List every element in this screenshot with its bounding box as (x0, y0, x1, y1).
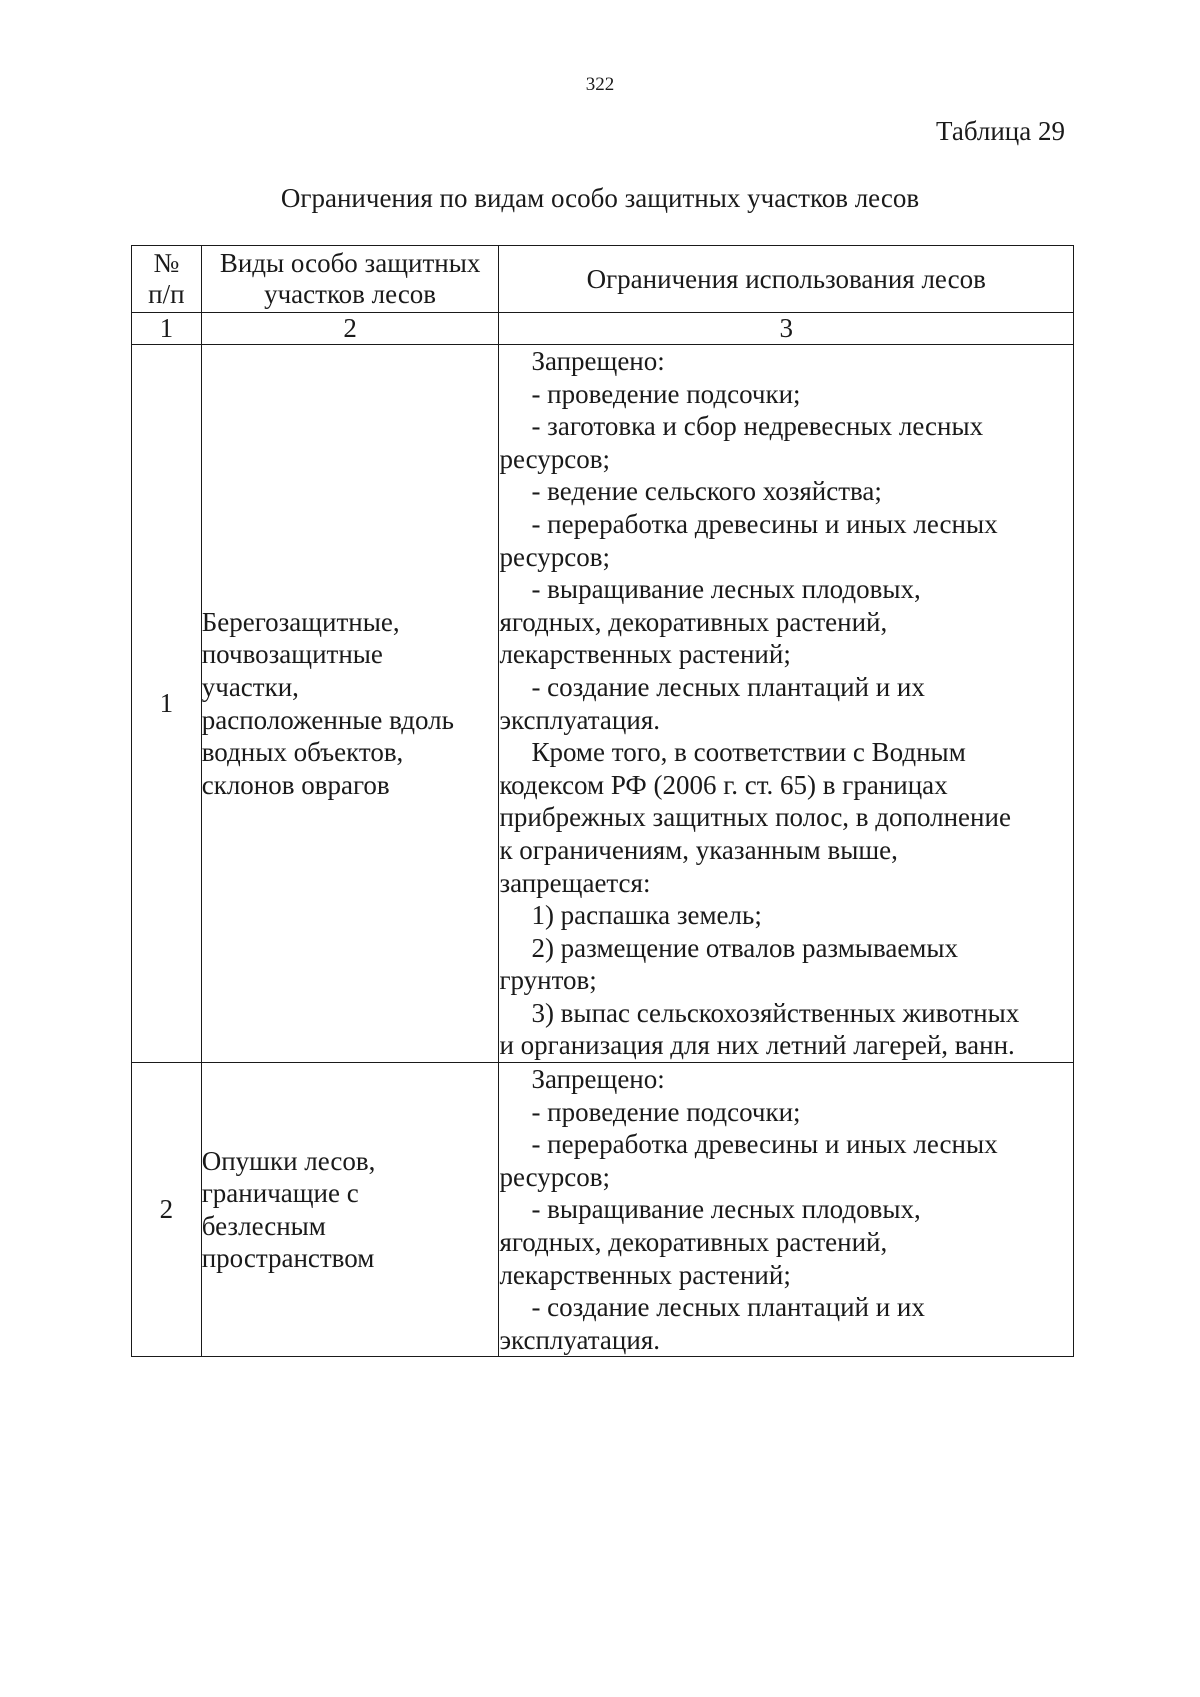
table-header-row (132, 246, 1074, 313)
restriction-line: - выращивание лесных плодовых, (531, 574, 921, 605)
restriction-line: 1) распашка земель; (531, 900, 762, 931)
forest-area-type-line: граничащие с (201, 1178, 359, 1209)
header-number-line: п/п (148, 279, 185, 309)
restriction-line: - переработка древесины и иных лесных (531, 508, 998, 539)
column-number: 1 (132, 313, 202, 345)
restriction-line: к ограничениям, указанным выше, (499, 834, 898, 865)
header-type-line: участков лесов (264, 279, 437, 309)
column-number-row (132, 313, 1074, 345)
restriction-line: грунтов; (499, 965, 597, 996)
restriction-line: ягодных, декоративных растений, (499, 606, 888, 637)
restriction-line: эксплуатация. (499, 704, 660, 735)
restriction-line: - создание лесных плантаций и их (531, 1292, 925, 1323)
row-number-cell: 2 (132, 1063, 202, 1357)
restriction-line: ресурсов; (499, 541, 610, 572)
forest-area-type-line: Опушки лесов, (201, 1145, 376, 1176)
header-type-cell (201, 246, 499, 313)
restrictions-cell (499, 1063, 1074, 1357)
header-number-line: № (153, 248, 180, 278)
forest-area-type-line: участки, (201, 671, 299, 702)
restrictions-cell (499, 345, 1074, 1063)
forest-area-type-line: почвозащитные (201, 639, 383, 670)
restriction-line: запрещается: (499, 867, 651, 898)
restriction-line: лекарственных растений; (499, 639, 791, 670)
column-number: 3 (499, 313, 1074, 345)
restriction-line: Кроме того, в соответствии с Водным (531, 737, 966, 768)
header-restrictions-cell: Ограничения использования лесов (499, 246, 1074, 313)
restriction-line: - проведение подсочки; (531, 378, 801, 409)
forest-area-type-cell (201, 1063, 499, 1357)
row-number-cell: 1 (132, 345, 202, 1063)
forest-area-type-line: склонов оврагов (201, 769, 390, 800)
table-label: Таблица 29 (936, 116, 1065, 146)
forest-area-type-line: безлесным (201, 1210, 326, 1241)
table-row (132, 1063, 1074, 1357)
forest-area-type-line: расположенные вдоль (201, 704, 454, 735)
restriction-line: 3) выпас сельскохозяйственных животных (531, 997, 1020, 1028)
restriction-line: - создание лесных плантаций и их (531, 671, 925, 702)
column-number: 2 (201, 313, 499, 345)
restriction-line: кодексом РФ (2006 г. ст. 65) в границах (499, 769, 948, 800)
restriction-line: ресурсов; (499, 443, 610, 474)
restriction-line: лекарственных растений; (499, 1259, 791, 1290)
forest-area-type-line: водных объектов, (201, 737, 404, 768)
restriction-line: эксплуатация. (499, 1324, 660, 1355)
forest-area-type-cell (201, 345, 499, 1063)
restriction-line: ягодных, декоративных растений, (499, 1227, 888, 1258)
restriction-line: - переработка древесины и иных лесных (531, 1129, 998, 1160)
restriction-line: - ведение сельского хозяйства; (531, 476, 882, 507)
document-title: Ограничения по видам особо защитных участков лесов (280, 183, 920, 213)
restriction-line: - заготовка и сбор недревесных лесных (531, 411, 984, 442)
restriction-line: Запрещено: (531, 1064, 665, 1095)
table-row (132, 345, 1074, 1063)
restriction-line: прибрежных защитных полос, в дополнение (499, 802, 1011, 833)
page-number: 322 (585, 74, 615, 95)
restriction-line: - проведение подсочки; (531, 1096, 801, 1127)
forest-area-type-line: Берегозащитные, (201, 606, 400, 637)
restriction-line: - выращивание лесных плодовых, (531, 1194, 921, 1225)
restriction-line: и организация для них летний лагерей, ванн. (499, 1030, 1015, 1061)
restriction-line: Запрещено: (531, 346, 665, 376)
header-number-cell (132, 246, 202, 313)
restriction-line: ресурсов; (499, 1161, 610, 1192)
header-type-line: Виды особо защитных (219, 248, 481, 278)
restriction-line: 2) размещение отвалов размываемых (531, 932, 959, 963)
restrictions-table (131, 245, 1074, 1357)
forest-area-type-line: пространством (201, 1243, 375, 1274)
